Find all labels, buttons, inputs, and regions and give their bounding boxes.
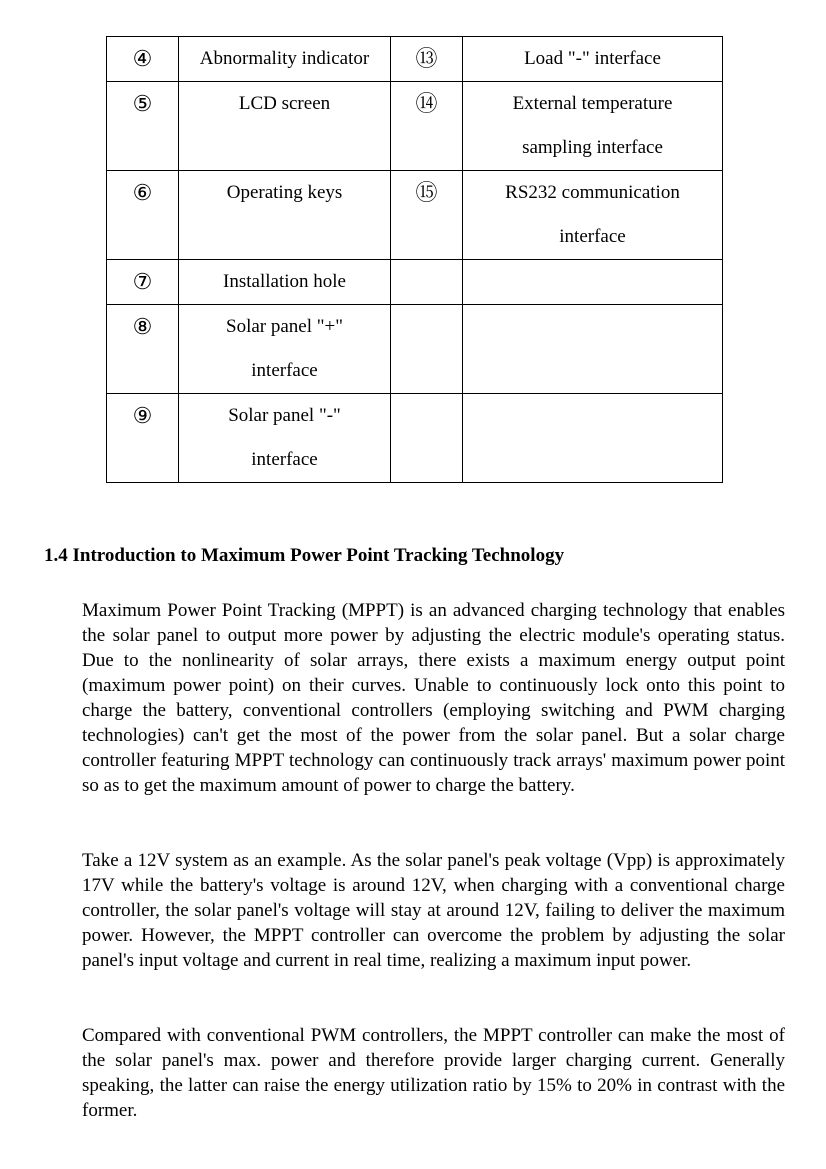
table-row — [107, 171, 723, 260]
item-number: ⑧ — [107, 305, 179, 394]
table-row — [107, 260, 723, 305]
item-label: Installation hole — [179, 260, 391, 305]
item-label: RS232 communication interface — [463, 171, 723, 260]
item-number — [391, 260, 463, 305]
paragraph: Compared with conventional PWM controllers, the MPPT controller can make the most of the solar panel's max. power and therefore provide larger charging current. Generally speaking, the latter can raise the energy utilization ratio by 15% to 20% in contrast with the former. — [82, 1025, 785, 1121]
component-table — [106, 36, 723, 483]
item-number: ⑮ — [391, 171, 463, 260]
item-label — [463, 394, 723, 483]
item-number — [391, 394, 463, 483]
item-label: Solar panel "-" interface — [179, 394, 391, 483]
item-number: ④ — [107, 37, 179, 82]
item-number: ⑤ — [107, 82, 179, 171]
item-label: Solar panel "+" interface — [179, 305, 391, 394]
item-label: LCD screen — [179, 82, 391, 171]
item-number: ⑨ — [107, 394, 179, 483]
item-number — [391, 305, 463, 394]
table-row — [107, 37, 723, 82]
item-label: Abnormality indicator — [179, 37, 391, 82]
item-label — [463, 305, 723, 394]
item-number: ⑦ — [107, 260, 179, 305]
table-row — [107, 305, 723, 394]
item-label: Operating keys — [179, 171, 391, 260]
item-label: Load "-" interface — [463, 37, 723, 82]
item-number: ⑬ — [391, 37, 463, 82]
item-label — [463, 260, 723, 305]
item-label: External temperature sampling interface — [463, 82, 723, 171]
paragraph: Take a 12V system as an example. As the solar panel's peak voltage (Vpp) is approximately 17V while the battery's voltage is around 12V, when charging with a conventional charge controller, the solar panel's voltage will stay at around 12V, failing to deliver the maximum power. However, the MPPT controller can overcome the problem by adjusting the solar panel's input voltage and current in real time, realizing a maximum input power. — [82, 850, 785, 971]
item-number: ⑥ — [107, 171, 179, 260]
section-heading: 1.4 Introduction to Maximum Power Point Tracking Technology — [44, 545, 565, 566]
paragraph: Maximum Power Point Tracking (MPPT) is an advanced charging technology that enables the solar panel to output more power by adjusting the electric module's operating status. Due to the nonlinearity of solar arrays, there exists a maximum energy output point (maximum power point) on their curves. Unable to continuously lock onto this point to charge the battery, conventional controllers (employing switching and PWM charging technologies) can't get the most of the power from the solar panel. But a solar charge controller featuring MPPT technology can continuously track arrays' maximum power point so as to get the maximum amount of power to charge the battery. — [82, 600, 785, 796]
table-row — [107, 82, 723, 171]
table-row — [107, 394, 723, 483]
item-number: ⑭ — [391, 82, 463, 171]
